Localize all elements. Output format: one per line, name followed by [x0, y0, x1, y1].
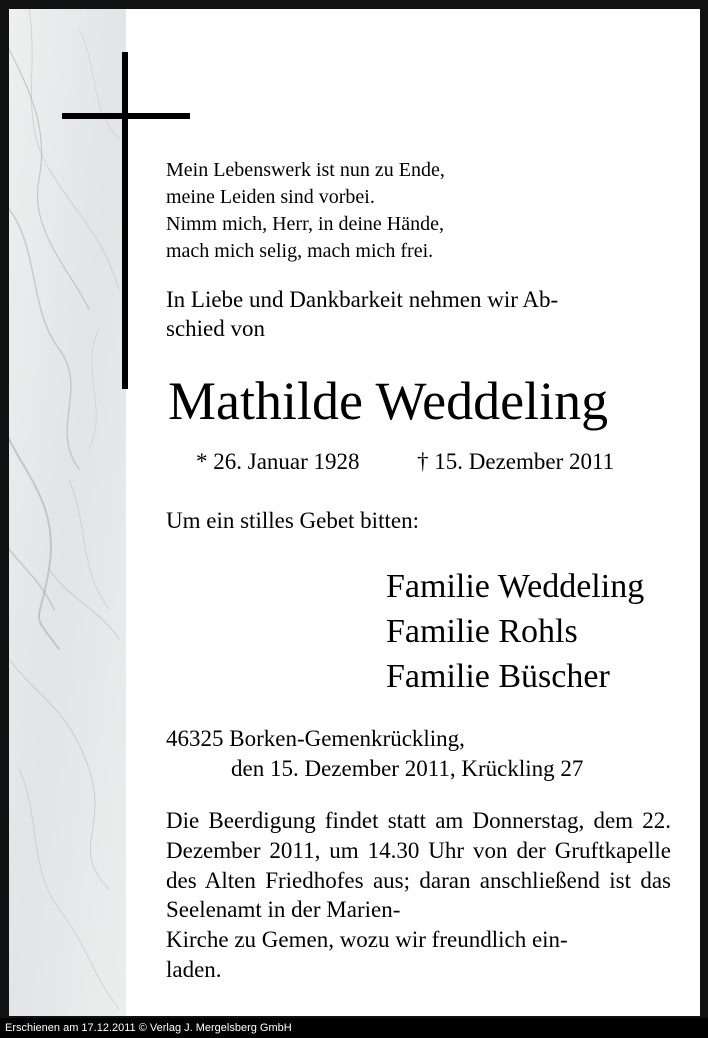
- death-date: † 15. Dezember 2011: [417, 449, 615, 474]
- family-name: Familie Weddeling: [386, 568, 645, 605]
- cross-icon: [122, 52, 128, 389]
- intro-text: In Liebe und Dankbarkeit nehmen wir Ab- schied von: [166, 287, 559, 341]
- poem-line: Mein Lebenswerk ist nun zu Ende,: [166, 159, 445, 181]
- marble-texture: [9, 9, 126, 1016]
- poem-line: meine Leiden sind vorbei.: [166, 186, 375, 208]
- publication-footer: Erschienen am 17.12.2011 © Verlag J. Mergelsberg GmbH: [5, 1022, 292, 1034]
- family-name: Familie Rohls: [386, 613, 578, 650]
- family-list: [386, 564, 644, 699]
- family-name: Familie Büscher: [386, 658, 610, 695]
- cross-icon-bar: [62, 113, 190, 119]
- poem: [166, 157, 445, 265]
- birth-date: * 26. Januar 1928: [196, 449, 360, 474]
- address-date-line: den 15. Dezember 2011, Krückling 27: [231, 756, 584, 781]
- address-line: 46325 Borken-Gemenkrückling,: [166, 726, 465, 751]
- deceased-name: Mathilde Weddeling: [168, 371, 609, 431]
- prayer-request: Um ein stilles Gebet bitten:: [166, 508, 419, 533]
- obituary-card: [9, 9, 700, 1016]
- burial-notice: Die Beerdigung findet statt am Donnerstag, dem 22. Dezember 2011, um 14.30 Uhr von der Gruftkapelle des Alten Friedhofes aus; daran anschließend ist das Seelenamt in der Marien- Kirche zu Gemen, wozu wir freundlich ein- laden.: [166, 808, 671, 982]
- poem-line: Nimm mich, Herr, in deine Hände,: [166, 213, 445, 235]
- poem-line: mach mich selig, mach mich frei.: [166, 240, 434, 262]
